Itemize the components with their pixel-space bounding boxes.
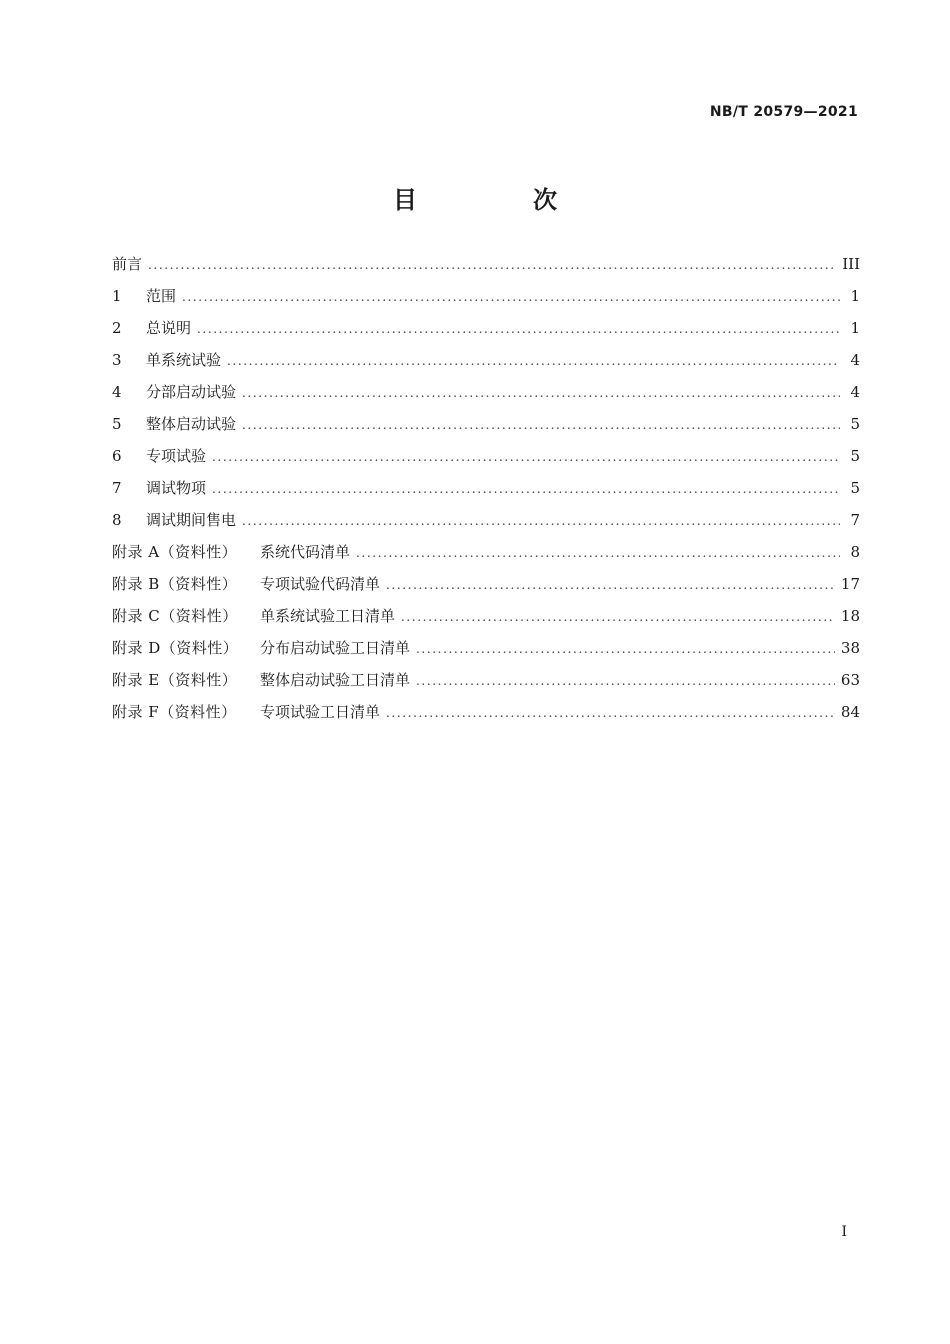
dot-leader — [386, 569, 835, 601]
appendix-page: 84 — [840, 703, 860, 721]
appendix-label: 专项试验工日清单 — [260, 703, 381, 721]
appendix-label: 整体启动试验工日清单 — [260, 671, 411, 689]
dot-leader — [212, 441, 840, 473]
page-number: I — [841, 1224, 847, 1240]
toc-entry-page: 1 — [850, 287, 860, 305]
toc-entry-label: 整体启动试验 — [146, 415, 237, 433]
appendix-label: 专项试验代码清单 — [260, 575, 381, 593]
toc-entry-page: 5 — [850, 415, 860, 433]
toc-entry[interactable] — [112, 472, 860, 504]
dot-leader — [148, 249, 836, 281]
toc-entry-label: 前言 — [112, 255, 143, 273]
toc-entry-label: 总说明 — [146, 319, 192, 337]
dot-leader — [227, 345, 840, 377]
appendix-entry[interactable] — [112, 600, 860, 632]
toc-entry-label: 分部启动试验 — [146, 383, 237, 401]
toc-entry[interactable] — [112, 312, 860, 344]
toc-entry-label: 调试期间售电 — [146, 511, 237, 529]
toc-entry[interactable] — [112, 248, 860, 280]
appendix-prefix: 附录 F（资料性） — [112, 703, 237, 721]
dot-leader — [386, 697, 835, 729]
toc-entry[interactable] — [112, 504, 860, 536]
toc-entry-page: 4 — [850, 351, 860, 369]
dot-leader — [416, 633, 835, 665]
toc-entry[interactable] — [112, 376, 860, 408]
appendix-entry[interactable] — [112, 568, 860, 600]
dot-leader — [242, 409, 840, 441]
appendix-page: 18 — [840, 607, 860, 625]
toc-entry[interactable] — [112, 280, 860, 312]
dot-leader — [242, 377, 840, 409]
toc-entry-page: III — [842, 255, 860, 273]
toc-entry-page: 5 — [850, 479, 860, 497]
toc-entry-label: 调试物项 — [146, 479, 207, 497]
appendix-page: 38 — [840, 639, 860, 657]
page-title: 目 次 — [393, 186, 603, 214]
appendix-entry[interactable] — [112, 664, 860, 696]
toc-entry-number: 7 — [112, 479, 122, 497]
toc-entry-number: 8 — [112, 511, 122, 529]
appendix-label: 单系统试验工日清单 — [260, 607, 396, 625]
dot-leader — [401, 601, 835, 633]
toc-entry-number: 6 — [112, 447, 122, 465]
toc-entry[interactable] — [112, 440, 860, 472]
appendix-label: 分布启动试验工日清单 — [260, 639, 411, 657]
appendix-prefix: 附录 C（资料性） — [112, 607, 238, 625]
standard-code: NB/T 20579—2021 — [709, 104, 858, 120]
dot-leader — [212, 473, 840, 505]
toc-entry[interactable] — [112, 408, 860, 440]
appendix-entry[interactable] — [112, 696, 860, 728]
appendix-prefix: 附录 E（资料性） — [112, 671, 238, 689]
appendix-label: 系统代码清单 — [260, 543, 351, 561]
appendix-entry[interactable] — [112, 632, 860, 664]
toc-entry-page: 4 — [850, 383, 860, 401]
toc-entry-label: 专项试验 — [146, 447, 207, 465]
table-of-contents — [112, 248, 860, 728]
toc-entry-number: 4 — [112, 383, 122, 401]
dot-leader — [356, 537, 840, 569]
toc-entry-number: 2 — [112, 319, 122, 337]
toc-entry-page: 7 — [850, 511, 860, 529]
toc-entry-label: 范围 — [146, 287, 177, 305]
dot-leader — [197, 313, 840, 345]
appendix-prefix: 附录 B（资料性） — [112, 575, 238, 593]
toc-entry-label: 单系统试验 — [146, 351, 222, 369]
toc-entry[interactable] — [112, 344, 860, 376]
appendix-entry[interactable] — [112, 536, 860, 568]
toc-entry-page: 1 — [850, 319, 860, 337]
appendix-page: 8 — [850, 543, 860, 561]
toc-entry-number: 5 — [112, 415, 122, 433]
dot-leader — [182, 281, 840, 313]
toc-entry-number: 1 — [112, 287, 122, 305]
toc-entry-page: 5 — [850, 447, 860, 465]
dot-leader — [416, 665, 835, 697]
dot-leader — [242, 505, 840, 537]
appendix-page: 63 — [840, 671, 860, 689]
appendix-prefix: 附录 A（资料性） — [112, 543, 238, 561]
appendix-page: 17 — [840, 575, 860, 593]
appendix-prefix: 附录 D（资料性） — [112, 639, 239, 657]
toc-entry-number: 3 — [112, 351, 122, 369]
